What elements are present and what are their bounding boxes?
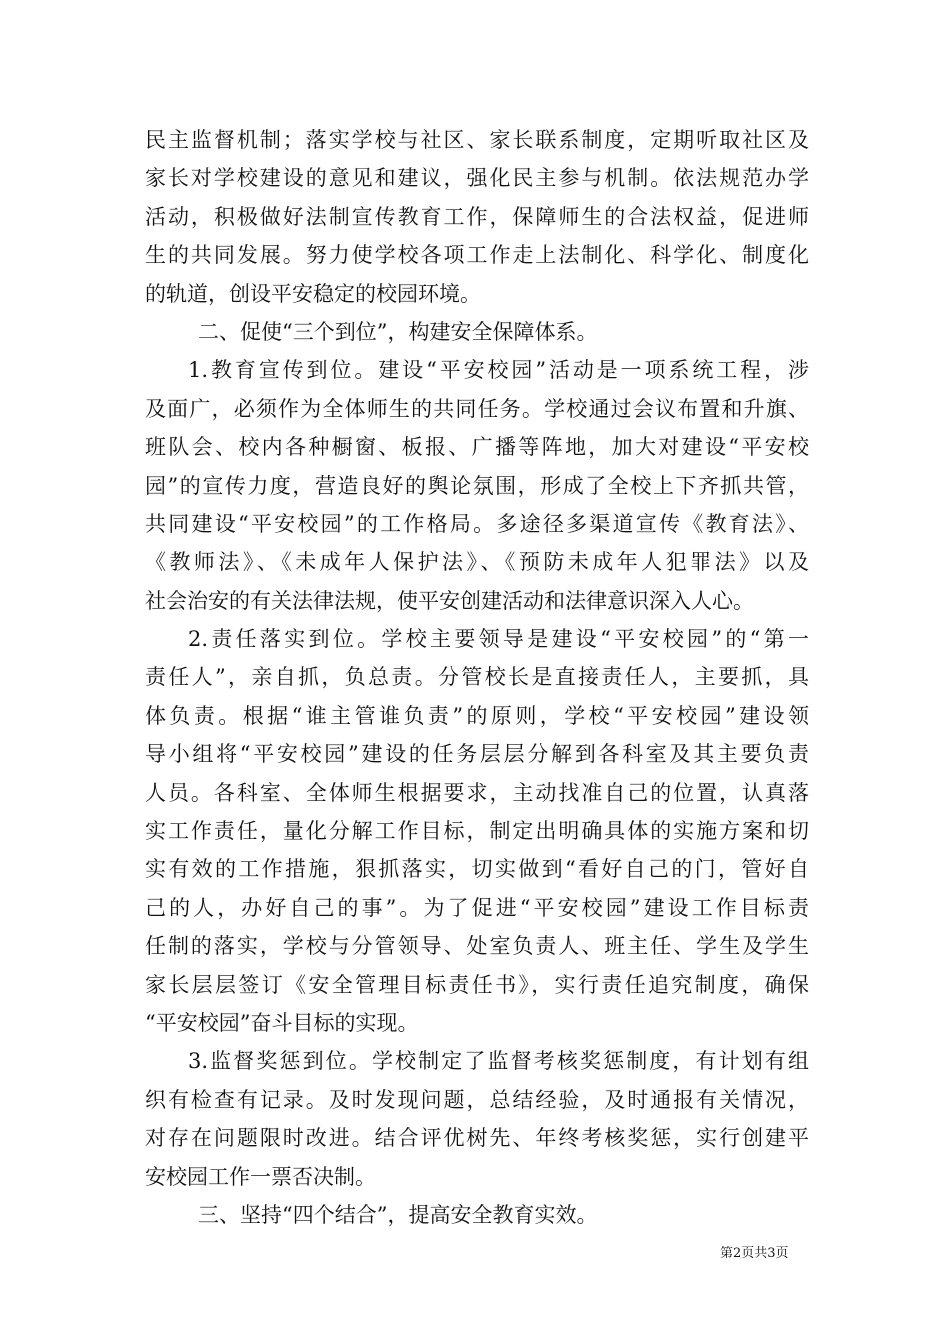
paragraph-first-line: 1.教育宣传到位。建设“平安校园”活动是一项系统工程，涉 [188, 358, 809, 383]
text-line: “平安校园”奋斗目标的实现。 [145, 1010, 419, 1035]
text-line: 任制的落实，学校与分管领导、处室负责人、班主任、学生及学生 [145, 934, 809, 959]
text-line: 体负责。根据“谁主管谁负责”的原则，学校“平安校园”建设领 [145, 703, 809, 728]
text-line: 安校园工作一票否决制。 [145, 1164, 376, 1189]
text-line: 社会治安的有关法律法规，使平安创建活动和法律意识深入人心。 [145, 588, 754, 613]
text-line: 民主监督机制；落实学校与社区、家长联系制度，定期听取社区及 [145, 128, 809, 152]
page-number: 第2页共3页 [720, 1246, 789, 1261]
text-line: 导小组将“平安校园”建设的任务层层分解到各科室及其主要负责 [145, 742, 809, 767]
text-line: 家长对学校建设的意见和建议，强化民主参与机制。依法规范办学 [145, 166, 809, 191]
text-line: 的轨道，创设平安稳定的校园环境。 [145, 281, 481, 306]
text-line: 实工作责任，量化分解工作目标，制定出明确具体的实施方案和切 [145, 819, 809, 844]
text-line: 共同建设“平安校园”的工作格局。多途径多渠道宣传《教育法》、 [145, 511, 809, 536]
text-line: 对存在问题限时改进。结合评优树先、年终考核奖惩，实行创建平 [145, 1126, 809, 1151]
text-line: 责任人”，亲自抓，负总责。分管校长是直接责任人，主要抓，具 [145, 665, 809, 690]
text-line: 实有效的工作措施，狠抓落实，切实做到“看好自己的门，管好自 [145, 857, 809, 882]
text-line: 家长层层签订《安全管理目标责任书》，实行责任追究制度，确保 [145, 972, 809, 997]
text-line: 生的共同发展。努力使学校各项工作走上法制化、科学化、制度化 [145, 243, 809, 268]
paragraph-first-line: 3.监督奖惩到位。学校制定了监督考核奖惩制度，有计划有组 [188, 1049, 809, 1074]
text-line: 织有检查有记录。及时发现问题，总结经验，及时通报有关情况， [145, 1087, 809, 1112]
paragraph-first-line: 2.责任落实到位。学校主要领导是建设“平安校园”的“第一 [188, 627, 809, 652]
text-line: 园”的宣传力度，营造良好的舆论氛围，形成了全校上下齐抓共管， [145, 473, 809, 498]
text-line: 《教师法》、《未成年人保护法》、《预防未成年人犯罪法》以及 [145, 550, 809, 575]
document-body [145, 121, 809, 1234]
text-line: 班队会、校内各种橱窗、板报、广播等阵地，加大对建设“平安校 [145, 435, 809, 460]
text-line: 活动，积极做好法制宣传教育工作，保障师生的合法权益，促进师 [145, 204, 809, 229]
section-heading: 二、促使“三个到位”，构建安全保障体系。 [198, 319, 598, 344]
text-line: 及面广，必须作为全体师生的共同任务。学校通过会议布置和升旗、 [145, 396, 809, 421]
section-heading: 三、坚持“四个结合”，提高安全教育实效。 [198, 1202, 598, 1227]
text-line: 人员。各科室、全体师生根据要求，主动找准自己的位置，认真落 [145, 780, 809, 805]
text-line: 己的人，办好自己的事”。为了促进“平安校园”建设工作目标责 [145, 895, 809, 920]
